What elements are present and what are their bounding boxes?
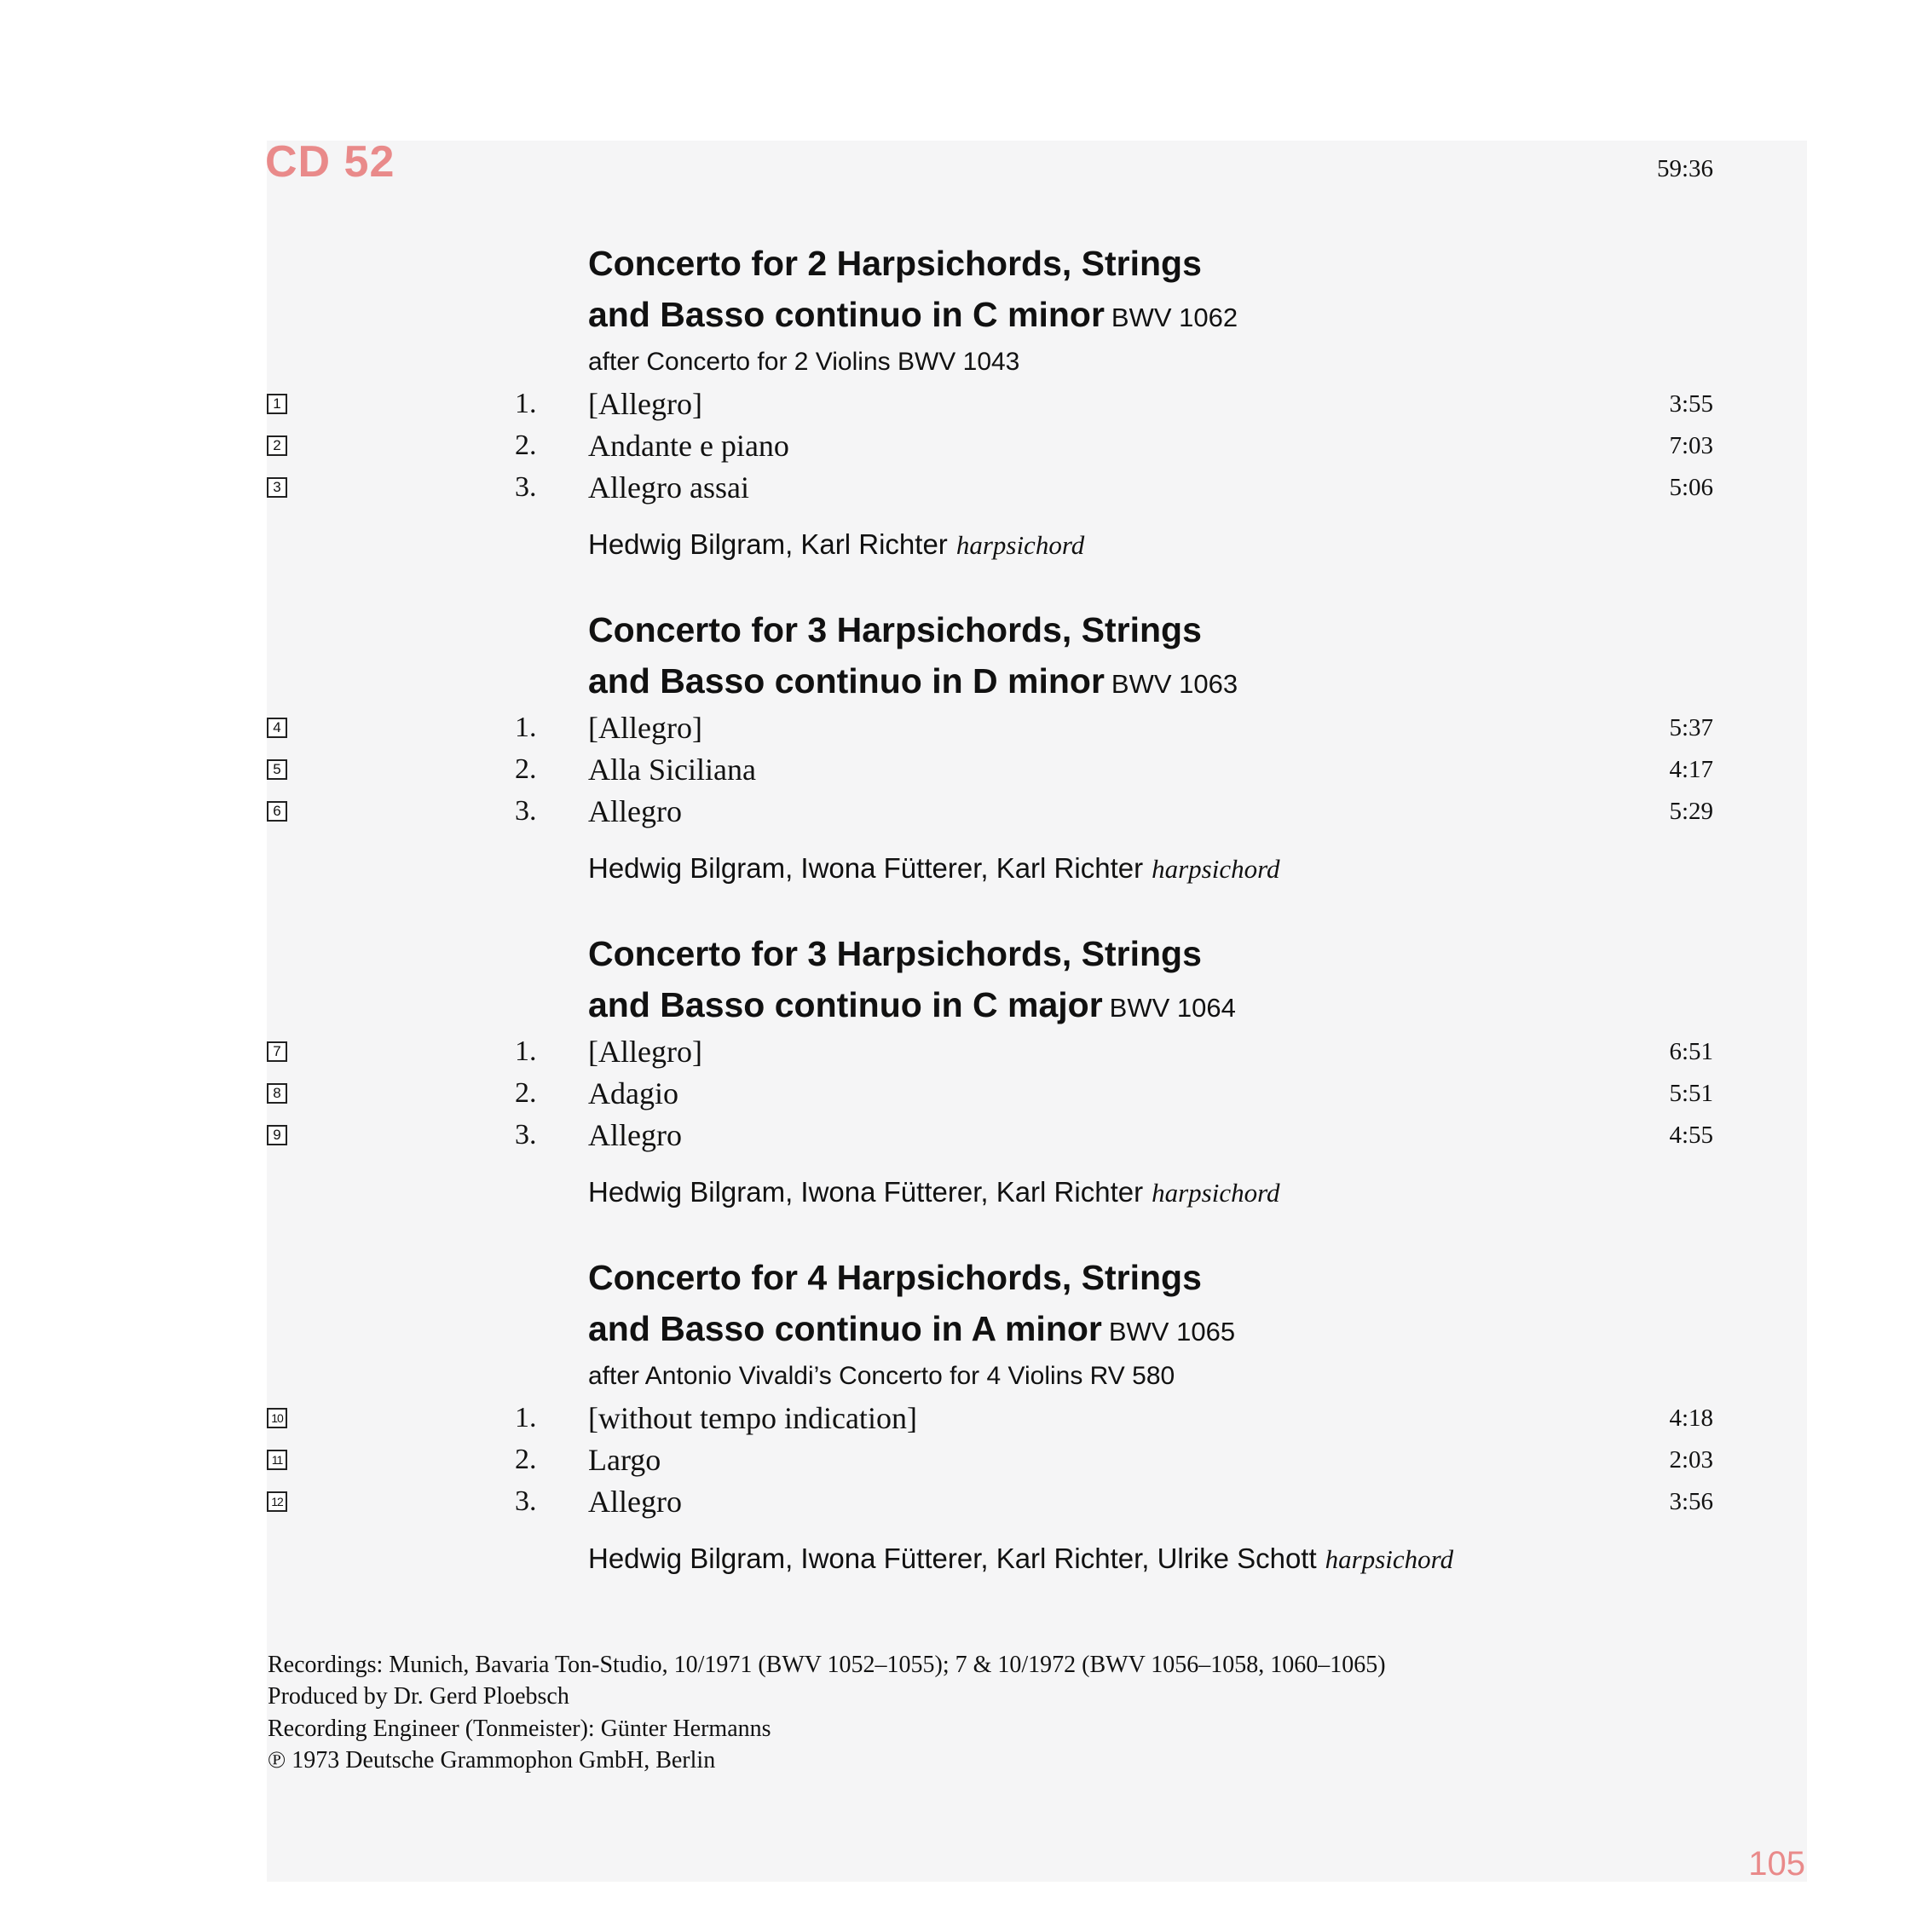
work-title-line1: Concerto for 3 Harpsichords, Strings xyxy=(588,934,1202,973)
credit-recordings: Recordings: Munich, Bavaria Ton-Studio, 10/1971 (BWV 1052–1055); 7 & 10/1972 (BWV 1056–1058, 1060–1065) xyxy=(268,1652,1386,1678)
movement-title: Adagio xyxy=(588,1076,678,1110)
movement-number: 2. xyxy=(515,753,537,785)
movement-number: 3. xyxy=(515,795,537,827)
track-number: 1 xyxy=(267,394,287,414)
movement-number: 3. xyxy=(515,471,537,503)
track-number: 5 xyxy=(267,759,287,780)
movement-title: Allegro assai xyxy=(588,470,749,505)
work-title-line2: and Basso continuo in C minor BWV 1062 xyxy=(588,295,1238,334)
track-number: 4 xyxy=(267,718,287,738)
movement-title: Allegro xyxy=(588,1118,682,1152)
track-number: 2 xyxy=(267,435,287,456)
performer-role: harpsichord xyxy=(955,530,1085,560)
movement-duration: 7:03 xyxy=(1669,432,1713,459)
total-time: 59:36 xyxy=(1656,155,1713,182)
movement-number: 1. xyxy=(515,1402,537,1433)
movement-number: 2. xyxy=(515,1077,537,1109)
movement-number: 3. xyxy=(515,1485,537,1517)
track-number: 11 xyxy=(267,1450,287,1470)
work-subtitle: after Concerto for 2 Violins BWV 1043 xyxy=(588,348,1020,376)
movement-title: Allegro xyxy=(588,1485,682,1519)
movement-title: Largo xyxy=(588,1443,661,1477)
movement-title: [without tempo indication] xyxy=(588,1401,917,1435)
movement-number: 1. xyxy=(515,1035,537,1067)
movement-number: 1. xyxy=(515,712,537,743)
movement-duration: 4:18 xyxy=(1669,1404,1713,1432)
credit-copyright: ℗ 1973 Deutsche Grammophon GmbH, Berlin xyxy=(268,1747,716,1773)
performers: Hedwig Bilgram, Karl Richter harpsichord xyxy=(588,528,1085,560)
movement-duration: 5:37 xyxy=(1669,714,1713,741)
work-title-line1: Concerto for 3 Harpsichords, Strings xyxy=(588,610,1202,649)
track-number: 8 xyxy=(267,1083,287,1104)
movement-duration: 4:55 xyxy=(1669,1122,1713,1149)
movement-duration: 6:51 xyxy=(1669,1038,1713,1065)
movement-number: 1. xyxy=(515,388,537,419)
bwv-number: BWV 1064 xyxy=(1109,993,1236,1023)
movement-title: [Allegro] xyxy=(588,1035,702,1069)
performers: Hedwig Bilgram, Iwona Fütterer, Karl Richter, Ulrike Schott harpsichord xyxy=(588,1543,1454,1574)
track-number: 12 xyxy=(267,1491,287,1512)
movement-number: 2. xyxy=(515,1444,537,1475)
movement-number: 3. xyxy=(515,1119,537,1151)
bwv-number: BWV 1063 xyxy=(1111,669,1238,699)
work-title-line2: and Basso continuo in A minor BWV 1065 xyxy=(588,1309,1236,1348)
bwv-number: BWV 1062 xyxy=(1111,303,1238,332)
movement-duration: 3:55 xyxy=(1669,390,1713,418)
movement-duration: 4:17 xyxy=(1669,756,1713,783)
movement-title: [Allegro] xyxy=(588,711,702,745)
track-number: 9 xyxy=(267,1125,287,1145)
cd-label: CD 52 xyxy=(265,137,395,187)
page-number: 105 xyxy=(1748,1845,1805,1883)
performers: Hedwig Bilgram, Iwona Fütterer, Karl Richter harpsichord xyxy=(588,1176,1280,1208)
bwv-number: BWV 1065 xyxy=(1108,1317,1236,1347)
track-number: 7 xyxy=(267,1041,287,1062)
performer-role: harpsichord xyxy=(1152,1178,1280,1208)
movement-duration: 5:29 xyxy=(1669,798,1713,825)
movement-duration: 5:06 xyxy=(1669,474,1713,501)
track-number: 6 xyxy=(267,801,287,822)
movement-title: Alla Siciliana xyxy=(588,753,756,787)
performers: Hedwig Bilgram, Iwona Fütterer, Karl Richter harpsichord xyxy=(588,852,1280,884)
work-title-line1: Concerto for 2 Harpsichords, Strings xyxy=(588,244,1202,283)
movement-title: Andante e piano xyxy=(588,429,789,463)
movement-duration: 3:56 xyxy=(1669,1488,1713,1515)
movement-duration: 2:03 xyxy=(1669,1446,1713,1474)
track-number: 3 xyxy=(267,477,287,498)
performer-role: harpsichord xyxy=(1325,1544,1454,1574)
work-subtitle: after Antonio Vivaldi’s Concerto for 4 Violins RV 580 xyxy=(588,1362,1175,1390)
performer-role: harpsichord xyxy=(1152,854,1280,884)
work-title-line1: Concerto for 4 Harpsichords, Strings xyxy=(588,1258,1202,1297)
work-title-line2: and Basso continuo in C major BWV 1064 xyxy=(588,985,1236,1024)
movement-title: Allegro xyxy=(588,794,682,828)
movement-number: 2. xyxy=(515,430,537,461)
movement-title: [Allegro] xyxy=(588,387,702,421)
track-number: 10 xyxy=(267,1408,287,1428)
credit-producer: Produced by Dr. Gerd Ploebsch xyxy=(268,1683,569,1710)
movement-duration: 5:51 xyxy=(1669,1080,1713,1107)
credit-engineer: Recording Engineer (Tonmeister): Günter Hermanns xyxy=(268,1716,771,1742)
work-title-line2: and Basso continuo in D minor BWV 1063 xyxy=(588,661,1238,701)
